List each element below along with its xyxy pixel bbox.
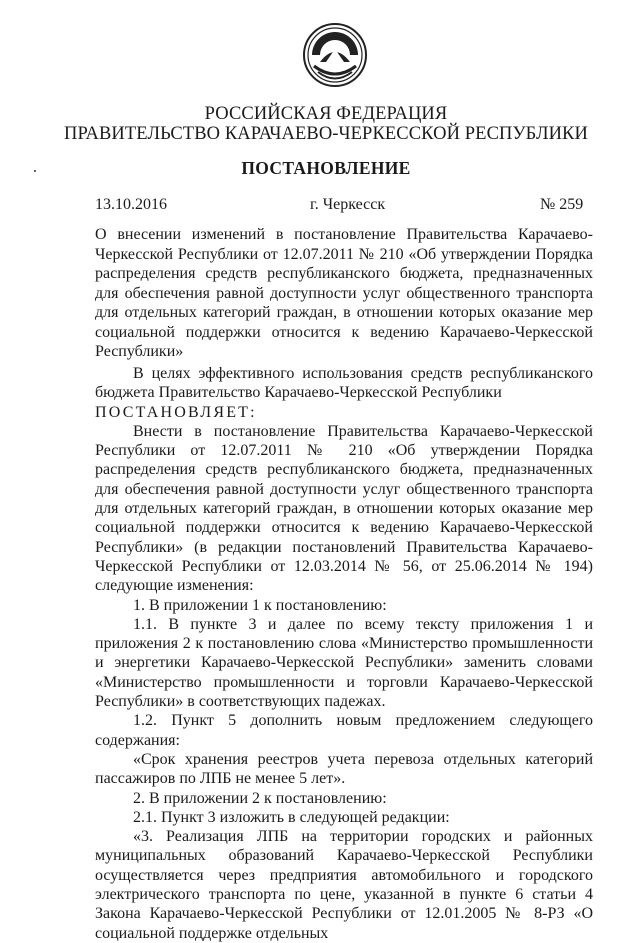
- body-paragraph: 1. В приложении 1 к постановлению:: [133, 596, 387, 614]
- scan-speck: [34, 170, 36, 172]
- header-country: РОССИЙСКАЯ ФЕДЕРАЦИЯ: [204, 104, 448, 124]
- coat-of-arms-icon: [302, 22, 368, 88]
- body-paragraph: 1.2. Пункт 5 дополнить новым предложением следующего содержания:: [95, 712, 593, 749]
- body-paragraph: 2. В приложении 2 к постановлению:: [133, 789, 387, 807]
- document-body: [95, 364, 593, 943]
- body-paragraph: 2.1. Пункт 3 изложить в следующей редакции:: [133, 808, 450, 826]
- document-number: № 259: [540, 196, 584, 213]
- document-title: ПОСТАНОВЛЕНИЕ: [241, 158, 411, 178]
- body-paragraph: «3. Реализация ЛПБ на территории городских и районных муниципальных образований Карачаево-Черкесской Республики осуществляется через предприятия автомобильного и городского электрического транспорта по цене, указанной в пункте 6 статьи 4 Закона Карачаево-Черкесской Республики от 12.01.2005 № 8-РЗ «О социальной поддержке отдельных: [95, 828, 593, 942]
- body-paragraph: «Срок хранения реестров учета перевоза отдельных категорий пассажиров по ЛПБ не менее 5 лет».: [95, 750, 593, 788]
- body-intro: В целях эффективного использования средств республиканского бюджета Правительство Карачаево-Черкесской Республики: [95, 365, 593, 402]
- body-decree: ПОСТАНОВЛЯЕТ:: [95, 403, 257, 421]
- document-subject: О внесении изменений в постановление Правительства Карачаево-Черкесской Республики от 12.07.2011 № 210 «Об утверждении Порядка распределения средств республиканского бюджета, предназначенных для обеспечения равной доступности услуг общественного транспорта для отдельных категорий граждан, в отношении которых оказание мер социальной поддержки относится к ведению Карачаево-Черкесской Республики»: [95, 226, 593, 360]
- body-paragraph: 1.1. В пункте 3 и далее по всему тексту приложения 1 и приложения 2 к постановлению слова «Министерство промышленности и энергетики Карачаево-Черкесской Республики» заменить словами «Министерство промышленности и торговли Карачаево-Черкесской Республики» в соответствующих падежах.: [95, 615, 593, 711]
- header-government: ПРАВИТЕЛЬСТВО КАРАЧАЕВО-ЧЕРКЕССКОЙ РЕСПУБЛИКИ: [64, 124, 588, 144]
- document-city: г. Черкесск: [310, 196, 386, 213]
- document-date: 13.10.2016: [95, 196, 167, 213]
- body-paragraph: Внести в постановление Правительства Карачаево-Черкесской Республики от 12.07.2011 № 210 «Об утверждении Порядка распределения средств республиканского бюджета, предназначенных для обеспечения равной доступности услуг общественного транспорта для отдельных категорий граждан, в отношении которых оказание мер социальной поддержки относится к ведению Карачаево-Черкесской Республики» (в редакции постановлений Правительства Карачаево-Черкесской Республики от 12.03.2014 № 56, от 25.06.2014 № 194) следующие изменения:: [95, 422, 593, 595]
